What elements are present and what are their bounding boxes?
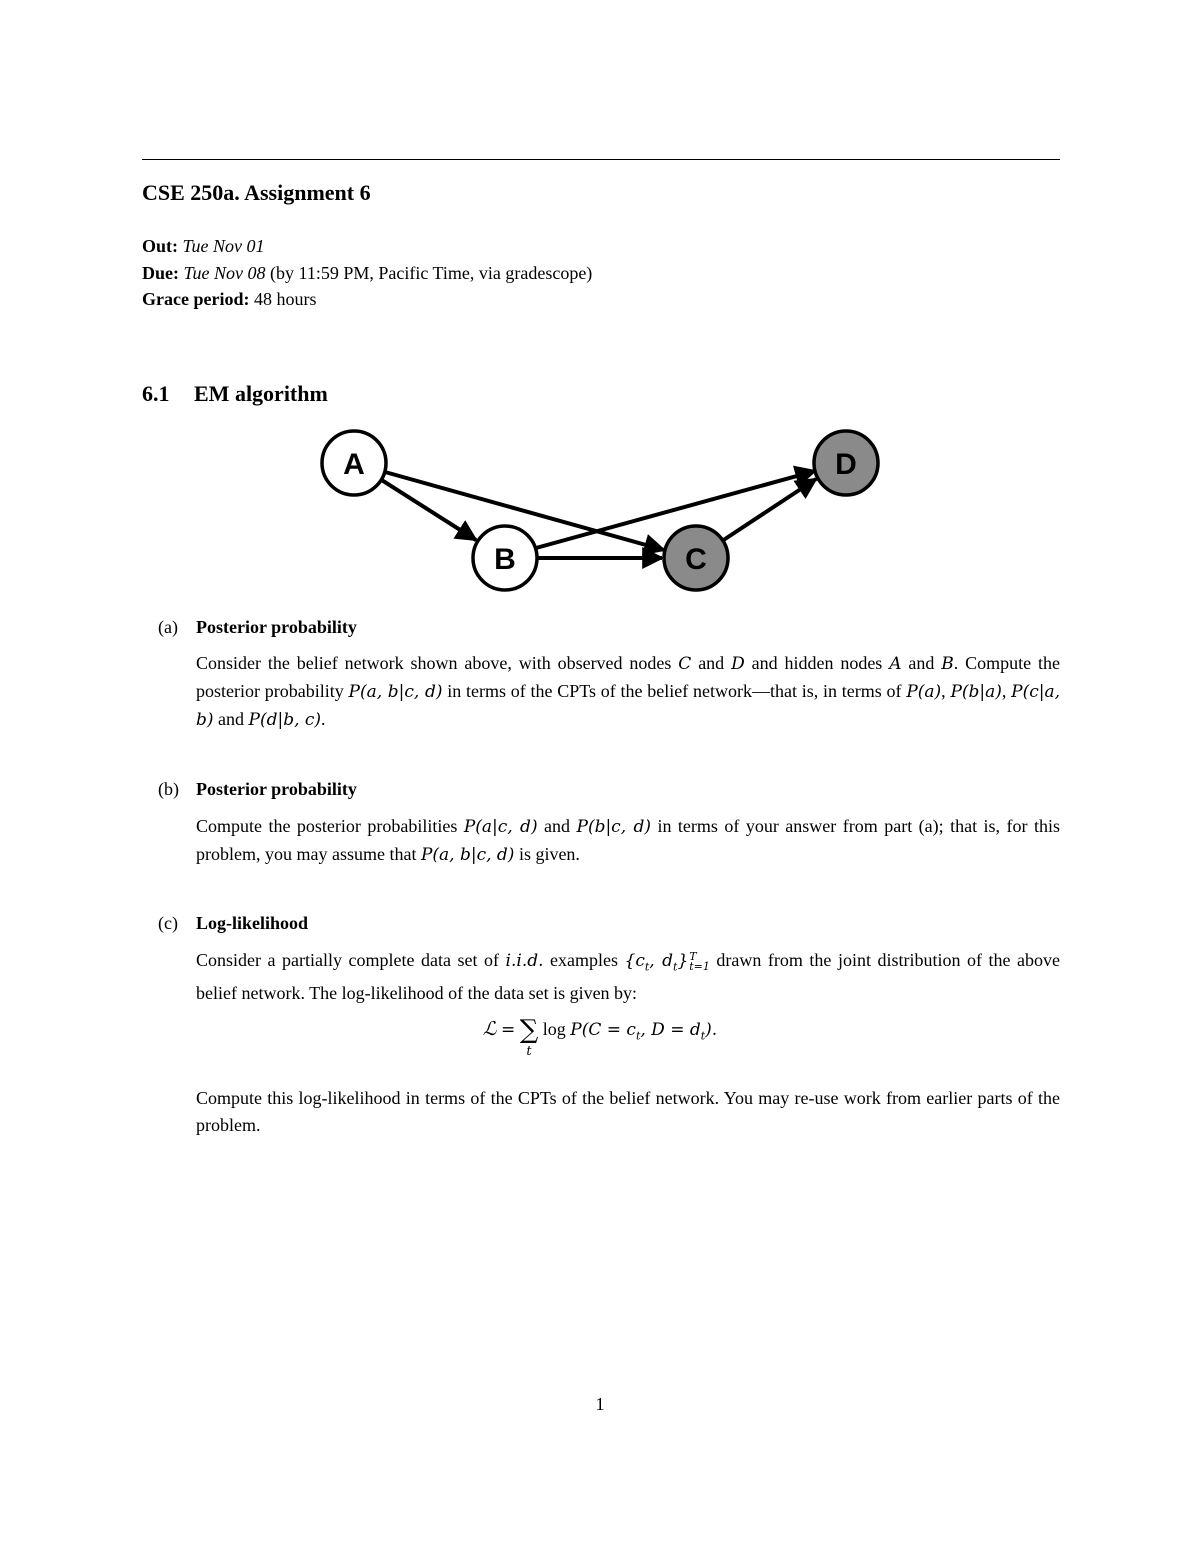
part-a-end: . [321,709,326,729]
eq-rhs-2: , D = d [640,1020,701,1040]
log-likelihood-equation [0,1015,1200,1062]
part-a-comma-1: , [941,681,951,701]
math-a: A [889,654,902,674]
eq-lhs: ℒ [482,1018,497,1040]
eq-sub-2: t [700,1029,706,1043]
math-posterior-ab: P(a, b|c, d) [348,682,443,702]
eq-sub-1: t [635,1029,641,1043]
eq-sum [519,1015,539,1062]
part-c-title: Log-likelihood [196,913,309,933]
part-c-text-3: drawn from the joint distribution of the above belief network. The log-likelihood of the data set is given by: [196,950,1060,1004]
eq-sum-sub: t [526,1044,532,1059]
math-dataset [624,949,710,974]
node-b [473,526,537,590]
dataset-close: } [677,951,689,971]
part-a-title: Posterior probability [196,617,357,637]
part-b-label: (b) [158,779,179,799]
dataset-sup: T [689,949,697,963]
math-d: D [731,654,745,674]
page-number: 1 [595,1394,605,1414]
part-a-text [196,650,1060,734]
due-date: Tue Nov 08 [183,263,266,283]
eq-end: ). [705,1020,718,1040]
math-c: C [678,654,692,674]
math-pa: P(a) [906,682,942,702]
part-b-text-1: Compute the posterior probabilities [196,816,464,836]
grace-value: 48 hours [253,289,317,309]
part-a-label: (a) [158,617,178,637]
dataset-mid: , d [649,951,674,971]
part-b-text-3: is given. [514,844,580,864]
edge-a-b [380,479,476,540]
math-pabcd: P(a, b|c, d) [420,845,515,865]
part-c-text-2: examples [543,950,625,970]
part-c-label: (c) [158,913,178,933]
due-note: (by 11:59 PM, Pacific Time, via gradescope) [270,263,593,283]
math-pbcd: P(b|c, d) [576,817,651,837]
assignment-title: CSE 250a. Assignment 6 [142,180,371,205]
dataset-open: {c [624,951,645,971]
part-b-title: Posterior probability [196,779,357,799]
part-a-text-4: in terms of the CPTs of the belief network—that is, in terms of [442,681,907,701]
part-b-and: and [537,816,577,836]
math-b: B [941,654,954,674]
part-a-text-3: . Compute the posterior probability [196,653,1060,701]
eq-rhs [570,1020,718,1043]
eq-rhs-1: P(C = c [570,1020,636,1040]
edge-c-d [722,479,816,541]
eq-log: log [542,1019,566,1039]
dataset-sub-1: t [644,960,650,974]
math-iid: i.i.d. [505,951,544,971]
node-d-label: D [835,448,857,481]
section-number: 6.1 [142,381,170,406]
node-b-label: B [494,543,516,576]
math-pdbc: P(d|b, c) [248,710,322,730]
out-label: Out: [142,236,178,256]
dataset-lower: t=1 [689,959,710,973]
due-label: Due: [142,263,179,283]
node-c-label: C [685,543,707,576]
part-c-text-followup: Compute this log-likelihood in terms of the CPTs of the belief network. You may re-use work from earlier parts of the problem. [196,1088,1060,1135]
part-b-text [196,813,1060,869]
part-a-comma-2: , [1001,681,1012,701]
section-title: EM algorithm [194,381,328,406]
node-d [814,431,878,495]
eq-equals: = [500,1020,516,1040]
math-pcab: P(c|a, b) [196,682,1061,730]
math-pacd: P(a|c, d) [463,817,538,837]
part-a-text-2: and hidden nodes [744,653,890,673]
part-a-and-3: and [213,709,249,729]
dataset-sub-2: t [673,960,678,974]
part-a-text-1: Consider the belief network shown above, with observed nodes [196,653,679,673]
node-c [664,526,728,590]
part-a-and-1: and [691,653,732,673]
math-pba: P(b|a) [950,682,1002,702]
node-a-label: A [343,448,365,481]
belief-network-diagram [0,0,1200,620]
part-b-text-2: in terms of your answer from part (a); that is, for this problem, you may assume that [196,816,1060,864]
eq-sum-symbol: ∑ [519,1015,539,1045]
grace-label: Grace period: [142,289,250,309]
part-a-and-2: and [901,653,942,673]
part-c-text-1: Consider a partially complete data set of [196,950,506,970]
part-c-text [196,947,1060,1007]
node-a [322,431,386,495]
dataset-limits [689,949,710,973]
out-date: Tue Nov 01 [182,236,265,256]
